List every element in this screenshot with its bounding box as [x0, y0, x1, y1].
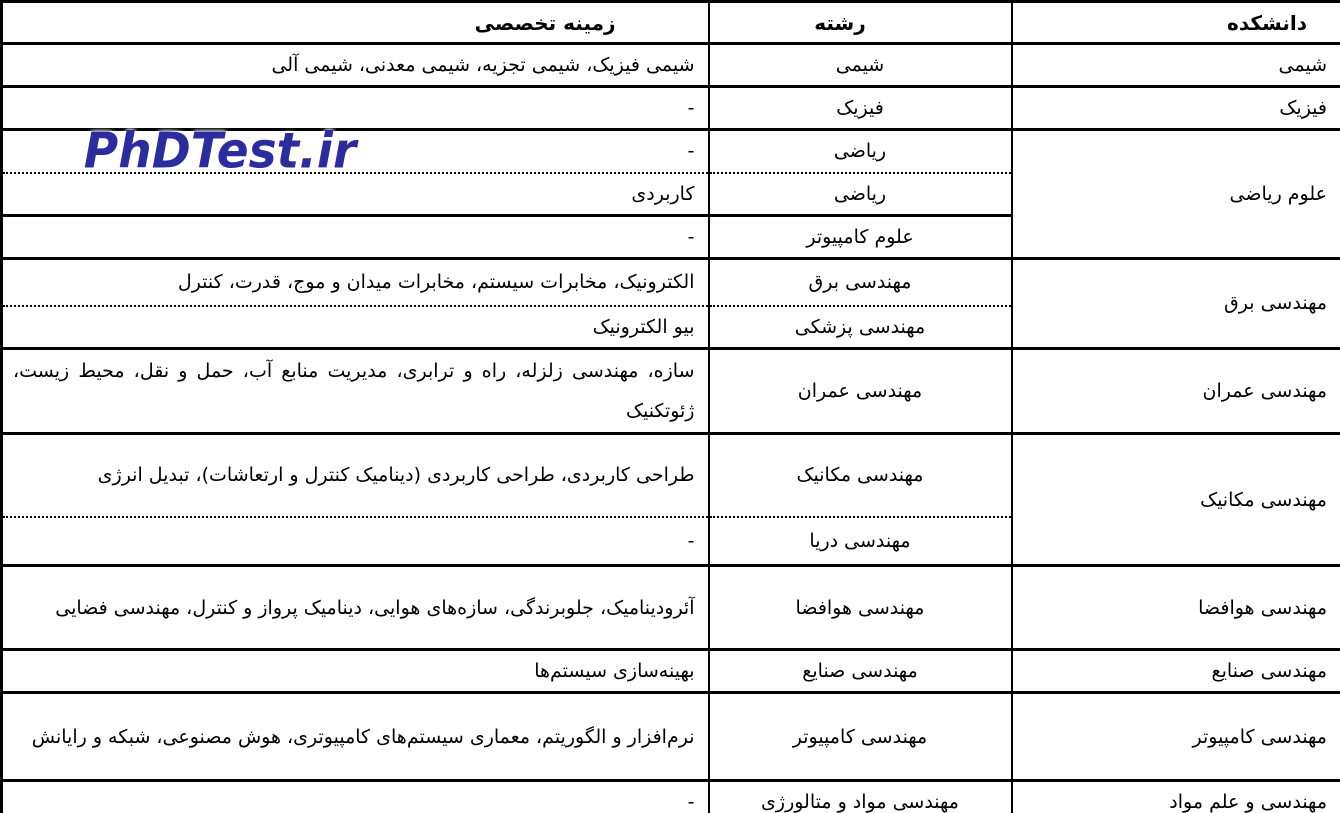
major-cell: فیزیک	[709, 87, 1012, 130]
specialty-cell: بهینه‌سازی سیستم‌ها	[2, 650, 709, 693]
specialty-cell: الکترونیک، مخابرات سیستم، مخابرات میدان و موج، قدرت، کنترل	[2, 258, 709, 306]
major-cell: علوم کامپیوتر	[709, 215, 1012, 258]
major-cell: مهندسی برق	[709, 258, 1012, 306]
table-row	[2, 650, 1340, 693]
header-cell-major: رشته	[709, 2, 1012, 44]
major-cell: ریاضی	[709, 130, 1012, 173]
faculty-cell: مهندسی برق	[1012, 258, 1340, 349]
table-row	[2, 781, 1340, 813]
header-cell-faculty: دانشکده	[1012, 2, 1340, 44]
faculty-cell: مهندسی عمران	[1012, 349, 1340, 434]
faculty-cell: مهندسی مکانیک	[1012, 434, 1340, 566]
faculty-cell: علوم ریاضی	[1012, 130, 1340, 259]
table-header-row	[2, 2, 1340, 44]
phdtest-watermark: PhDTest.ir	[83, 122, 357, 181]
major-cell: ریاضی	[709, 173, 1012, 216]
header-cell-specialty: زمینه تخصصی	[2, 2, 709, 44]
faculty-cell: شیمی	[1012, 44, 1340, 87]
table-row	[2, 434, 1340, 517]
specialty-cell: طراحی کاربردی، طراحی کاربردی (دینامیک کنترل و ارتعاشات)، تبدیل انرژی	[2, 434, 709, 517]
faculty-cell: مهندسی صنایع	[1012, 650, 1340, 693]
specialty-cell: نرم‌افزار و الگوریتم، معماری سیستم‌های کامپیوتری، هوش مصنوعی، شبکه و رایانش	[2, 693, 709, 781]
specialty-cell: سازه، مهندسی زلزله، راه و ترابری، مدیریت منابع آب، حمل و نقل، محیط زیست، ژئوتکنیک	[2, 349, 709, 434]
table-row	[2, 44, 1340, 87]
specialty-cell: -	[2, 215, 709, 258]
faculty-cell: فیزیک	[1012, 87, 1340, 130]
major-cell: مهندسی صنایع	[709, 650, 1012, 693]
major-cell: مهندسی عمران	[709, 349, 1012, 434]
major-cell: مهندسی مکانیک	[709, 434, 1012, 517]
faculty-cell: مهندسی کامپیوتر	[1012, 693, 1340, 781]
specialty-cell: شیمی فیزیک، شیمی تجزیه، شیمی معدنی، شیمی آلی	[2, 44, 709, 87]
specialty-cell: بیو الکترونیک	[2, 306, 709, 349]
table-row	[2, 87, 1340, 130]
table-row	[2, 258, 1340, 306]
specialty-cell: -	[2, 130, 709, 173]
major-cell: شیمی	[709, 44, 1012, 87]
faculty-cell: مهندسی و علم مواد	[1012, 781, 1340, 813]
major-cell: مهندسی کامپیوتر	[709, 693, 1012, 781]
specialty-cell: آئرودینامیک، جلوبرندگی، سازه‌های هوایی، دینامیک پرواز و کنترل، مهندسی فضایی	[2, 566, 709, 650]
major-cell: مهندسی مواد و متالورژی	[709, 781, 1012, 813]
specialty-cell: -	[2, 87, 709, 130]
specialty-cell: -	[2, 517, 709, 566]
table-row	[2, 566, 1340, 650]
faculty-cell: مهندسی هوافضا	[1012, 566, 1340, 650]
major-cell: مهندسی پزشکی	[709, 306, 1012, 349]
table-row	[2, 130, 1340, 173]
major-cell: مهندسی دریا	[709, 517, 1012, 566]
major-cell: مهندسی هوافضا	[709, 566, 1012, 650]
specialty-cell: کاربردی	[2, 173, 709, 216]
specialty-cell: -	[2, 781, 709, 813]
table-row	[2, 349, 1340, 434]
table-row	[2, 693, 1340, 781]
